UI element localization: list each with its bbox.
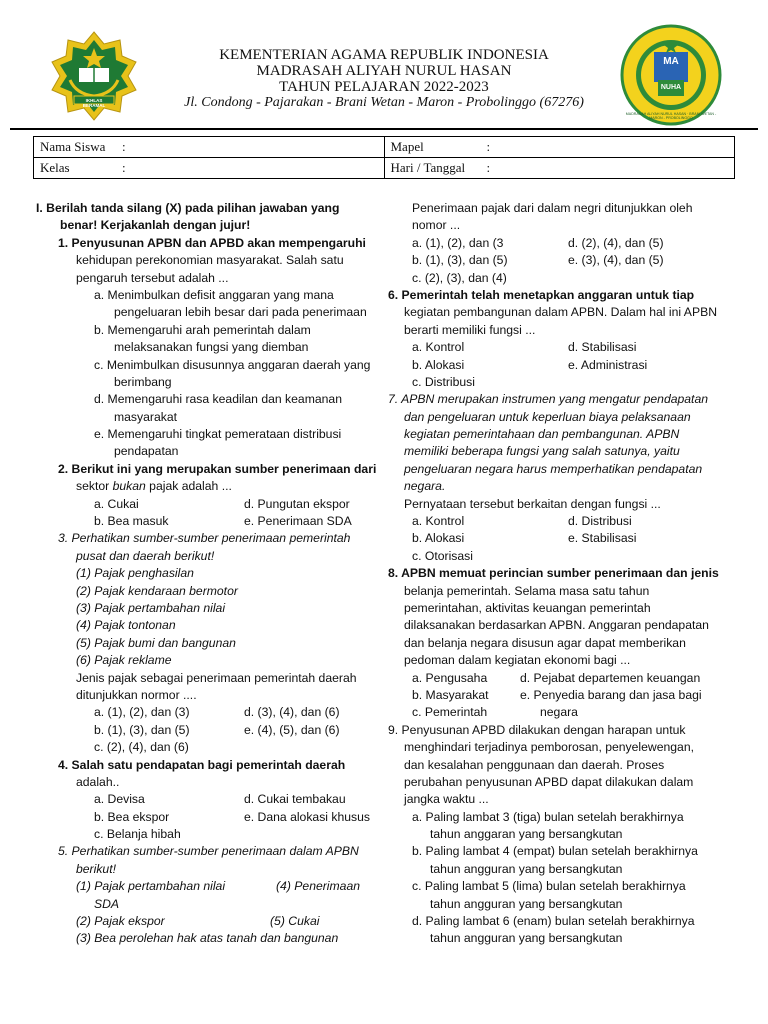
line-text: nomor ...: [412, 218, 461, 233]
question-line: [388, 652, 748, 669]
line-text: kegiatan pembangunan dalam APBN. Dalam hal ini APBN: [404, 305, 717, 320]
school-logo-inner-text: MA: [663, 56, 679, 67]
line-text: 2. Berikut ini yang merupakan sumber penerimaan dari: [58, 461, 377, 476]
question-line: [388, 757, 748, 774]
line-text: c. Otorisasi: [412, 548, 473, 563]
question-line: [36, 461, 376, 478]
line-text: berimbang: [114, 374, 172, 389]
line-text: memiliki beberapa fungsi yang salah satunya, yaitu: [404, 444, 680, 459]
questions-left-column: [36, 200, 376, 948]
question-line: [388, 217, 748, 234]
question-line: [388, 461, 748, 478]
line-text: dan pengeluaran untuk keperluan biaya pelaksanaan: [404, 409, 691, 424]
question-line: [36, 704, 376, 721]
line-text: jangka waktu ...: [404, 792, 489, 807]
option-right: (5) Cukai: [270, 914, 320, 929]
question-line: [388, 409, 748, 426]
line-text: (5) Pajak bumi dan bangunan: [76, 635, 236, 650]
question-line: [388, 878, 748, 895]
line-text: d. Memengaruhi rasa keadilan dan keamanan: [94, 392, 342, 407]
line-text: menghindari terjadinya pemborosan, penyelewengan,: [404, 740, 694, 755]
question-line: [388, 200, 748, 217]
line-text: Pernyataan tersebut berkaitan dengan fungsi ...: [404, 496, 661, 511]
question-line: [36, 252, 376, 269]
question-line: [36, 217, 376, 234]
line-text: a. Kontrol: [412, 514, 465, 529]
question-line: [388, 600, 748, 617]
question-line: [36, 670, 376, 687]
option-right: e. Administrasi: [568, 357, 648, 372]
line-text: c. (2), (4), dan (6): [94, 740, 189, 755]
question-line: [388, 391, 748, 408]
question-line: [388, 252, 748, 269]
kelas-field[interactable]: [34, 158, 385, 179]
question-line: [388, 635, 748, 652]
line-text: b. (1), (3), dan (5): [412, 253, 508, 268]
question-line: [36, 409, 376, 426]
question-line: [388, 565, 748, 582]
question-line: [36, 322, 376, 339]
line-text: c. (2), (3), dan (4): [412, 270, 507, 285]
line-text: d. Paling lambat 6 (enam) bulan setelah berakhirnya: [412, 914, 695, 929]
line-text: Penerimaan pajak dari dalam negri ditunjukkan oleh: [412, 201, 693, 215]
mapel-label: Mapel: [390, 139, 424, 154]
question-line: [36, 896, 376, 913]
question-line: [388, 930, 748, 947]
line-text: (1) Pajak pertambahan nilai: [76, 879, 226, 894]
line-text: 3. Perhatikan sumber-sumber penerimaan pemerintah: [58, 531, 351, 546]
line-text: berikut!: [76, 861, 116, 876]
question-line: [388, 896, 748, 913]
line-text: a. Menimbulkan defisit anggaran yang mana: [94, 287, 334, 302]
line-text: pendapatan: [114, 444, 179, 459]
line-text: perubahan penyusunan APBD dapat dilakukan dalam: [404, 774, 694, 789]
question-line: [36, 809, 376, 826]
question-line: [36, 304, 376, 321]
question-line: [388, 687, 748, 704]
question-line: [36, 878, 376, 895]
line-text: belanja pemerintah. Selama masa satu tahun: [404, 583, 650, 598]
question-line: [36, 565, 376, 582]
line-text: c. Belanja hibah: [94, 827, 181, 842]
option-right: d. Cukai tembakau: [244, 792, 346, 807]
school-logo-ring-text: MADRASAH ALIYAH NURUL HASAN · BRANI WETAN - MARON - PROBOLINGGO: [625, 112, 717, 120]
line-text: kegiatan pemerintahaan dan pembangunan. APBN: [404, 427, 680, 442]
line-text: pemerintahan, aktivitas keuangan pemerintah: [404, 600, 651, 615]
question-line: [36, 739, 376, 756]
line-text: b. Alokasi: [412, 531, 465, 546]
question-line: [388, 791, 748, 808]
line-text: pusat dan daerah berikut!: [76, 548, 215, 563]
question-line: [36, 374, 376, 391]
line-text: pedoman dalam kegiatan ekonomi bagi ...: [404, 653, 631, 668]
line-text: (4) Pajak tontonan: [76, 618, 176, 633]
line-text: b. Paling lambat 4 (empat) bulan setelah berakhirnya: [412, 844, 698, 859]
question-line: [36, 635, 376, 652]
colon: :: [486, 160, 491, 175]
line-text: tahun anggaran yang bersangkutan: [430, 827, 623, 842]
question-line: [388, 426, 748, 443]
line-text: benar! Kerjakanlah dengan jujur!: [60, 218, 251, 233]
line-text: a. (1), (2), dan (3): [94, 705, 190, 720]
option-right: e. Dana alokasi khusus: [244, 809, 371, 824]
option-right: e. Penyedia barang dan jasa bagi: [520, 687, 702, 702]
line-text: (2) Pajak ekspor: [76, 914, 165, 929]
line-text: Jenis pajak sebagai penerimaan pemerintah daerah: [76, 670, 357, 685]
option-right: d. (3), (4), dan (6): [244, 705, 340, 720]
line-text: (1) Pajak penghasilan: [76, 566, 194, 581]
question-line: [36, 443, 376, 460]
question-line: [36, 722, 376, 739]
kemenag-logo-motto: IKHLAS BERAMAL: [82, 98, 106, 108]
option-right: d. Pejabat departemen keuangan: [520, 670, 701, 685]
line-text: a. Paling lambat 3 (tiga) bulan setelah berakhirnya: [412, 809, 684, 824]
letterhead: [140, 47, 628, 111]
question-line: [388, 339, 748, 356]
line-text: c. Distribusi: [412, 374, 475, 389]
line-text: c. Paling lambat 5 (lima) bulan setelah berakhirnya: [412, 879, 686, 894]
line-text: tahun angguran yang bersangkutan: [430, 861, 623, 876]
line-text: I. Berilah tanda silang (X) pada pilihan jawaban yang: [36, 201, 340, 215]
question-line: [388, 443, 748, 460]
question-line: [388, 270, 748, 287]
question-line: [36, 757, 376, 774]
line-text: negara.: [404, 479, 446, 494]
school-name: MADRASAH ALIYAH NURUL HASAN: [256, 63, 512, 79]
option-right: e. Penerimaan SDA: [244, 514, 352, 529]
option-right: d. Distribusi: [568, 514, 632, 529]
school-address: Jl. Condong - Pajarakan - Brani Wetan - Maron - Probolinggo (67276): [184, 95, 584, 110]
option-right: (4) Penerimaan: [276, 879, 360, 894]
option-right: d. Stabilisasi: [568, 340, 637, 355]
header-divider: [10, 128, 758, 130]
question-line: [36, 548, 376, 565]
question-line: [388, 722, 748, 739]
line-text: pengeluaran lebih besar dari pada penerimaan: [114, 305, 367, 320]
line-text: b. Memengaruhi arah pemerintah dalam: [94, 322, 311, 337]
question-line: [388, 513, 748, 530]
question-line: [388, 670, 748, 687]
mapel-field[interactable]: [384, 137, 735, 158]
question-line: [36, 774, 376, 791]
question-line: [388, 357, 748, 374]
line-text: 8. APBN memuat perincian sumber penerimaan dan jenis: [388, 566, 719, 581]
line-text: 4. Salah satu pendapatan bagi pemerintah daerah: [58, 757, 346, 772]
question-line: [388, 739, 748, 756]
question-line: [388, 235, 748, 252]
line-text: (3) Pajak pertambahan nilai: [76, 600, 226, 615]
question-line: [36, 513, 376, 530]
academic-year: TAHUN PELAJARAN 2022-2023: [279, 79, 489, 95]
colon: :: [486, 139, 491, 154]
line-text: c. Menimbulkan disusunnya anggaran daerah yang: [94, 357, 371, 372]
question-line: [388, 843, 748, 860]
line-text: masyarakat: [114, 409, 177, 424]
question-line: [36, 791, 376, 808]
line-text: b. Bea masuk: [94, 514, 169, 529]
school-logo: [620, 24, 722, 126]
line-text: dan kesalahan penggunaan dan daerah. Proses: [404, 757, 665, 772]
question-line: [36, 687, 376, 704]
line-text: sektor bukan pajak adalah ...: [76, 479, 232, 494]
question-line: [388, 861, 748, 878]
line-text: a. Cukai: [94, 496, 139, 511]
question-line: [388, 304, 748, 321]
question-line: [36, 426, 376, 443]
question-line: [388, 548, 748, 565]
line-text: e. Memengaruhi tingkat pemerataan distribusi: [94, 427, 342, 442]
line-text: ditunjukkan normor ....: [76, 687, 197, 702]
question-line: [36, 357, 376, 374]
line-text: melaksanakan fungsi yang diemban: [114, 340, 309, 355]
question-line: [388, 583, 748, 600]
nama-siswa-label: Nama Siswa: [40, 139, 106, 154]
kemenag-logo: [46, 28, 142, 124]
line-text: berarti memiliki fungsi ...: [404, 322, 536, 337]
school-logo-inner-text-2: NUHA: [660, 84, 682, 91]
question-line: [36, 287, 376, 304]
colon: :: [122, 160, 126, 175]
option-right: d. Pungutan ekspor: [244, 496, 350, 511]
question-line: [36, 270, 376, 287]
line-text: adalah..: [76, 774, 120, 789]
kelas-label: Kelas: [40, 160, 70, 175]
line-text: 9. Penyusunan APBD dilakukan dengan harapan untuk: [388, 722, 686, 737]
line-text: (3) Bea perolehan hak atas tanah dan bangunan: [76, 931, 339, 946]
question-line: [388, 287, 748, 304]
question-line: [388, 322, 748, 339]
line-text: dilaksanakan berdasarkan APBN. Anggaran pendapatan: [404, 618, 709, 633]
student-info-box: [33, 136, 735, 179]
question-line: [36, 478, 376, 495]
line-text: tahun angguran yang bersangkutan: [430, 931, 623, 946]
line-text: (6) Pajak reklame: [76, 653, 172, 668]
questions-right-column: [388, 200, 748, 948]
question-line: [36, 930, 376, 947]
line-text: a. Pengusaha: [412, 670, 488, 685]
question-line: [36, 583, 376, 600]
nama-siswa-field[interactable]: [34, 137, 385, 158]
question-line: [388, 913, 748, 930]
line-text: b. Bea ekspor: [94, 809, 170, 824]
line-text: pengeluaran negara harus memperhatikan pendapatan: [404, 461, 703, 476]
question-line: [36, 913, 376, 930]
line-text: 6. Pemerintah telah menetapkan anggaran untuk tiap: [388, 287, 695, 302]
question-line: [388, 496, 748, 513]
question-line: [36, 200, 376, 217]
question-line: [388, 617, 748, 634]
question-line: [36, 496, 376, 513]
question-line: [36, 235, 376, 252]
question-line: [388, 478, 748, 495]
line-text: 7. APBN merupakan instrumen yang mengatur pendapatan: [388, 392, 709, 407]
question-line: [388, 809, 748, 826]
question-line: [36, 339, 376, 356]
line-text: tahun angguran yang bersangkutan: [430, 896, 623, 911]
line-text: kehidupan perekonomian masyarakat. Salah satu: [76, 253, 344, 268]
line-text: a. Kontrol: [412, 340, 465, 355]
hari-tanggal-field[interactable]: [384, 158, 735, 179]
question-line: [36, 826, 376, 843]
question-line: [36, 843, 376, 860]
question-line: [388, 374, 748, 391]
option-right: e. (4), (5), dan (6): [244, 722, 340, 737]
line-text: b. (1), (3), dan (5): [94, 722, 190, 737]
question-line: [36, 391, 376, 408]
line-text: a. (1), (2), dan (3: [412, 235, 504, 250]
question-line: [36, 530, 376, 547]
question-line: [388, 826, 748, 843]
line-text: (2) Pajak kendaraan bermotor: [76, 583, 238, 598]
line-text: 1. Penyusunan APBN dan APBD akan mempengaruhi: [58, 235, 366, 250]
question-line: [36, 617, 376, 634]
question-line: [388, 704, 748, 721]
line-text: c. Pemerintah: [412, 705, 488, 720]
line-text: SDA: [94, 896, 120, 911]
question-line: [36, 861, 376, 878]
question-line: [36, 600, 376, 617]
colon: :: [122, 139, 126, 154]
line-text: dan belanja negara disusun agar dapat memberikan: [404, 635, 686, 650]
question-line: [388, 530, 748, 547]
line-text: pengaruh tersebut adalah ...: [76, 270, 229, 285]
line-text: a. Devisa: [94, 792, 145, 807]
line-text: b. Masyarakat: [412, 687, 489, 702]
option-right: e. Stabilisasi: [568, 531, 637, 546]
ministry-name: KEMENTERIAN AGAMA REPUBLIK INDONESIA: [219, 47, 549, 63]
line-text: 5. Perhatikan sumber-sumber penerimaan dalam APBN: [58, 844, 359, 859]
question-line: [36, 652, 376, 669]
option-right: e. (3), (4), dan (5): [568, 253, 664, 268]
hari-tanggal-label: Hari / Tanggal: [390, 160, 466, 175]
option-right: negara: [540, 705, 578, 720]
question-line: [388, 774, 748, 791]
line-text: b. Alokasi: [412, 357, 465, 372]
option-right: d. (2), (4), dan (5): [568, 235, 664, 250]
